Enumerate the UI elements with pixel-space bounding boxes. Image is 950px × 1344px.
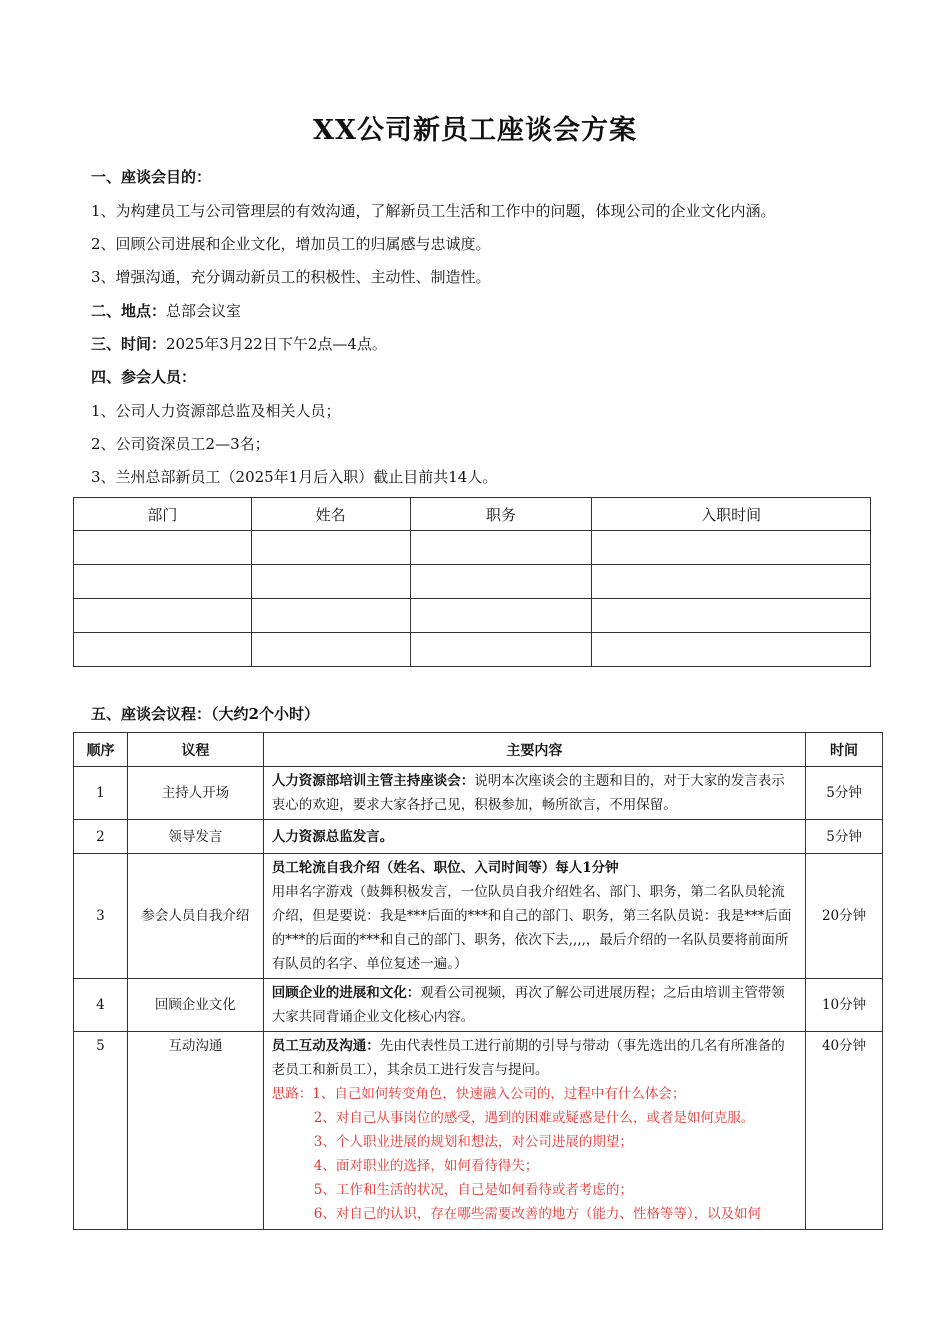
agenda-order: 5 (74, 1032, 128, 1230)
agenda-time: 10分钟 (806, 979, 883, 1032)
table-cell (592, 565, 871, 599)
agenda-header-time: 时间 (806, 733, 883, 767)
purpose-item-1: 1、为构建员工与公司管理层的有效沟通，了解新员工生活和工作中的问题，体现公司的企业文化内涵。 (91, 202, 776, 220)
agenda-heading: 五、座谈会议程：（大约2个小时） (91, 705, 319, 723)
table-cell (251, 633, 410, 667)
table-row (74, 565, 871, 599)
time-line (91, 333, 387, 354)
location-label: 二、地点： (91, 302, 167, 320)
agenda-content (263, 820, 805, 854)
agenda-row (74, 820, 883, 854)
agenda-idea: 1、自己如何转变角色，快速融入公司的，过程中有什么体会； (312, 1086, 686, 1102)
agenda-row (74, 854, 883, 979)
agenda-order: 4 (74, 979, 128, 1032)
agenda-time: 5分钟 (806, 767, 883, 820)
table-cell (592, 633, 871, 667)
table-cell (592, 531, 871, 565)
agenda-row (74, 979, 883, 1032)
purpose-item-3: 3、增强沟通，充分调动新员工的积极性、主动性、制造性。 (91, 268, 491, 286)
table-row (74, 633, 871, 667)
agenda-row (74, 1032, 883, 1230)
agenda-idea: 3、个人职业进展的规划和想法，对公司进展的期望； (313, 1134, 633, 1150)
agenda-content-intro (272, 1034, 795, 1082)
table-cell (251, 531, 410, 565)
agenda-item: 领导发言 (127, 820, 263, 854)
table-cell (410, 565, 592, 599)
table-cell (410, 633, 592, 667)
time-label: 三、时间： (91, 335, 167, 353)
agenda-content (263, 854, 805, 979)
location-value: 总部会议室 (166, 302, 242, 320)
agenda-time: 20分钟 (806, 854, 883, 979)
attendees-item-2: 2、公司资深员工2—3名； (91, 435, 270, 453)
staff-header-position: 职务 (410, 498, 592, 531)
agenda-content (263, 1032, 805, 1230)
table-cell (74, 633, 252, 667)
agenda-item: 互动沟通 (127, 1032, 263, 1230)
attendees-item-1: 1、公司人力资源部总监及相关人员； (91, 402, 341, 420)
table-cell (74, 599, 252, 633)
table-cell (410, 531, 592, 565)
agenda-content-lead: 人力资源总监发言。 (271, 828, 394, 845)
agenda-content-lead: 员工轮流自我介绍（姓名、职位、入司时间等）每人1分钟 (271, 860, 619, 876)
agenda-header-item: 议程 (127, 733, 263, 767)
agenda-content-lead: 人力资源部培训主管主持座谈会： (271, 773, 475, 789)
table-row (74, 599, 871, 633)
agenda-content-text: 观看公司视频，再次了解公司进展历程；之后由培训主管带领大家共同背诵企业文化核心内容。 (271, 985, 785, 1025)
agenda-idea-line (272, 1082, 795, 1106)
agenda-idea: 6、对自己的认识，存在哪些需要改善的地方（能力、性格等等），以及如何 (313, 1206, 762, 1222)
agenda-item: 主持人开场 (127, 767, 263, 820)
purpose-item-2: 2、回顾公司进展和企业文化，增加员工的归属感与忠诚度。 (91, 235, 491, 253)
agenda-content-lead: 回顾企业的进展和文化： (271, 985, 421, 1001)
agenda-content-lead: 员工互动及沟通： (271, 1038, 380, 1054)
agenda-idea: 5、工作和生活的状况，自己是如何看待或者考虑的； (313, 1182, 633, 1198)
staff-header-department: 部门 (74, 498, 252, 531)
agenda-time: 5分钟 (806, 820, 883, 854)
location-line (91, 300, 241, 321)
agenda-time: 40分钟 (806, 1032, 883, 1230)
agenda-order: 3 (74, 854, 128, 979)
agenda-content (263, 767, 805, 820)
agenda-content-text: 先由代表性员工进行前期的引导与带动（事先选出的几名有所准备的老员工和新员工），其余员工进行发言与提问。 (271, 1038, 785, 1078)
agenda-header-content: 主要内容 (263, 733, 805, 767)
purpose-heading: 一、座谈会目的： (91, 168, 212, 186)
table-cell (74, 531, 252, 565)
table-cell (251, 565, 410, 599)
staff-header-join-date: 入职时间 (592, 498, 871, 531)
agenda-content-text: 说明本次座谈会的主题和目的，对于大家的发言表示衷心的欢迎，要求大家各抒己见，积极参加，畅所欲言，不用保留。 (271, 773, 785, 813)
table-cell (592, 599, 871, 633)
table-row (74, 531, 871, 565)
agenda-order: 1 (74, 767, 128, 820)
attendees-item-3: 3、兰州总部新员工（2025年1月后入职）截止目前共14人。 (91, 468, 498, 486)
time-value: 2025年3月22日下午2点—4点。 (166, 335, 387, 353)
agenda-idea: 4、面对职业的选择，如何看待得失； (313, 1158, 539, 1174)
table-cell (74, 565, 252, 599)
agenda-table (73, 732, 883, 1230)
agenda-ideas-label: 思路： (271, 1086, 313, 1102)
agenda-idea: 2、对自己从事岗位的感受，遇到的困难或疑惑是什么，或者是如何克服。 (313, 1110, 755, 1126)
document-title: XX公司新员工座谈会方案 (313, 115, 637, 146)
agenda-header-order: 顺序 (74, 733, 128, 767)
agenda-content-text: 用串名字游戏（鼓舞积极发言，一位队员自我介绍姓名、部门、职务，第二名队员轮流介绍，但是要说：我是***后面的***和自己的部门、职务，第三名队员说：我是***后面的***的后面的***和自己的部门、职务，依次下去,,,,，最后介绍的一名队员要将前面所有队员的名字、单位复述一遍。） (271, 884, 792, 972)
staff-table-header (74, 498, 871, 531)
table-cell (251, 599, 410, 633)
agenda-content (263, 979, 805, 1032)
attendees-heading: 四、参会人员： (91, 368, 197, 386)
table-cell (410, 599, 592, 633)
agenda-table-header (74, 733, 883, 767)
agenda-item: 参会人员自我介绍 (127, 854, 263, 979)
staff-table (73, 497, 871, 667)
agenda-row (74, 767, 883, 820)
staff-header-name: 姓名 (251, 498, 410, 531)
agenda-order: 2 (74, 820, 128, 854)
agenda-item: 回顾企业文化 (127, 979, 263, 1032)
